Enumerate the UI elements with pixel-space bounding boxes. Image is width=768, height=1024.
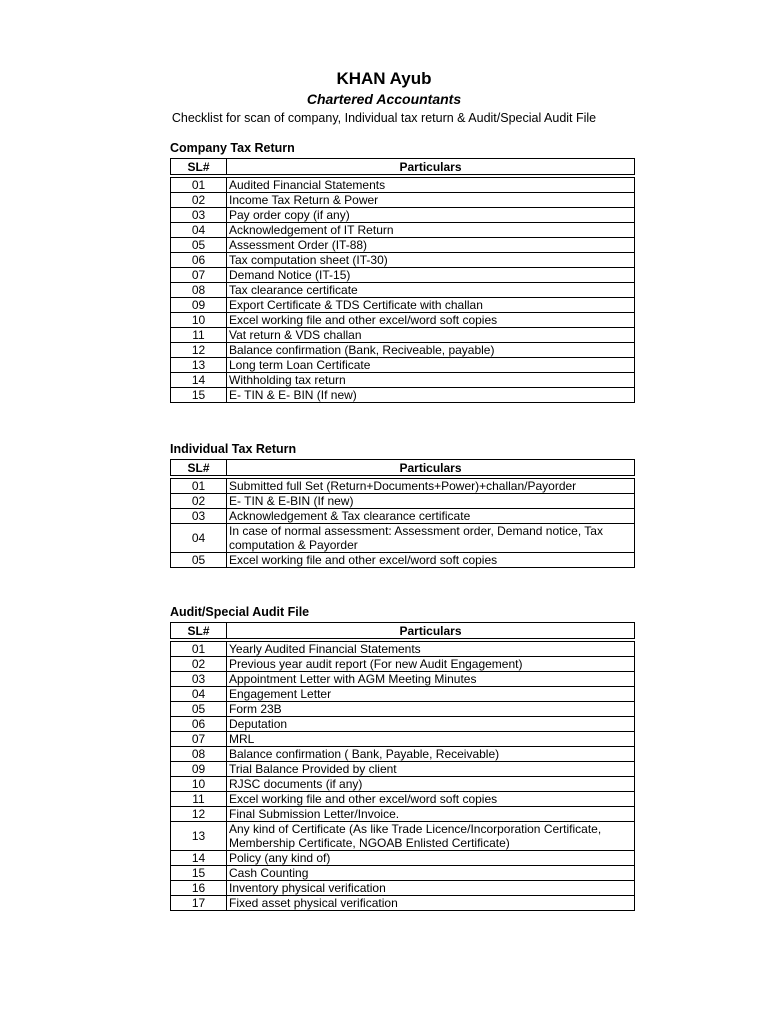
- particulars-cell: Policy (any kind of): [227, 851, 635, 866]
- section-title: Audit/Special Audit File: [170, 605, 310, 619]
- serial-number-cell: 08: [171, 283, 227, 298]
- table-row: [171, 223, 635, 238]
- particulars-cell: In case of normal assessment: Assessment order, Demand notice, Tax computation & Payorder: [227, 524, 635, 553]
- serial-number-cell: 06: [171, 253, 227, 268]
- particulars-cell: Yearly Audited Financial Statements: [227, 642, 635, 657]
- particulars-cell: Inventory physical verification: [227, 881, 635, 896]
- particulars-cell: Submitted full Set (Return+Documents+Power)+challan/Payorder: [227, 479, 635, 494]
- table-row: [171, 657, 635, 672]
- section-individual-tax-return: [170, 439, 635, 568]
- serial-number-cell: 04: [171, 223, 227, 238]
- table-row: [171, 896, 635, 911]
- particulars-cell: Previous year audit report (For new Audit Engagement): [227, 657, 635, 672]
- particulars-cell: Demand Notice (IT-15): [227, 268, 635, 283]
- document-subtitle: Checklist for scan of company, Individual tax return & Audit/Special Audit File: [171, 111, 597, 125]
- table-row: [171, 881, 635, 896]
- particulars-cell: Excel working file and other excel/word soft copies: [227, 553, 635, 568]
- table-row: [171, 313, 635, 328]
- table-row: [171, 283, 635, 298]
- serial-number-cell: 01: [171, 642, 227, 657]
- particulars-cell: Tax clearance certificate: [227, 283, 635, 298]
- table-row: [171, 494, 635, 509]
- table-row: [171, 792, 635, 807]
- serial-number-cell: 11: [171, 328, 227, 343]
- table-row: [171, 672, 635, 687]
- serial-number-cell: 02: [171, 193, 227, 208]
- section-company-tax-return: [170, 138, 635, 403]
- checklist-table: [170, 158, 635, 403]
- table-row: [171, 524, 635, 553]
- table-row: [171, 373, 635, 388]
- particulars-cell: Export Certificate & TDS Certificate with challan: [227, 298, 635, 313]
- table-header-row: [171, 159, 635, 175]
- particulars-cell: Balance confirmation ( Bank, Payable, Receivable): [227, 747, 635, 762]
- table-header-row: [171, 623, 635, 639]
- table-row: [171, 702, 635, 717]
- checklist-table: [170, 622, 635, 911]
- serial-number-cell: 04: [171, 524, 227, 553]
- particulars-cell: RJSC documents (if any): [227, 777, 635, 792]
- section-title: Company Tax Return: [170, 141, 295, 155]
- table-row: [171, 388, 635, 403]
- table-row: [171, 253, 635, 268]
- serial-number-cell: 05: [171, 702, 227, 717]
- table-row: [171, 642, 635, 657]
- table-row: [171, 268, 635, 283]
- table-row: [171, 687, 635, 702]
- serial-number-cell: 17: [171, 896, 227, 911]
- serial-number-cell: 12: [171, 807, 227, 822]
- column-header-particulars: Particulars: [227, 159, 635, 175]
- serial-number-cell: 02: [171, 494, 227, 509]
- table-row: [171, 822, 635, 851]
- table-row: [171, 208, 635, 223]
- serial-number-cell: 15: [171, 388, 227, 403]
- serial-number-cell: 09: [171, 762, 227, 777]
- particulars-cell: Cash Counting: [227, 866, 635, 881]
- particulars-cell: Long term Loan Certificate: [227, 358, 635, 373]
- table-row: [171, 178, 635, 193]
- section-audit-special-audit-file: [170, 602, 635, 911]
- column-header-sl: SL#: [171, 623, 227, 639]
- particulars-cell: Any kind of Certificate (As like Trade Licence/Incorporation Certificate, Membership Certificate, NGOAB Enlisted Certificate): [227, 822, 635, 851]
- serial-number-cell: 03: [171, 509, 227, 524]
- table-header-row: [171, 460, 635, 476]
- checklist-table: [170, 459, 635, 568]
- particulars-cell: Excel working file and other excel/word soft copies: [227, 792, 635, 807]
- serial-number-cell: 01: [171, 479, 227, 494]
- serial-number-cell: 10: [171, 777, 227, 792]
- serial-number-cell: 03: [171, 208, 227, 223]
- serial-number-cell: 05: [171, 238, 227, 253]
- serial-number-cell: 03: [171, 672, 227, 687]
- serial-number-cell: 07: [171, 268, 227, 283]
- table-row: [171, 866, 635, 881]
- table-row: [171, 777, 635, 792]
- firm-subtitle: Chartered Accountants: [306, 91, 462, 107]
- particulars-cell: Balance confirmation (Bank, Reciveable, payable): [227, 343, 635, 358]
- particulars-cell: Income Tax Return & Power: [227, 193, 635, 208]
- document-header: [0, 68, 768, 127]
- particulars-cell: Form 23B: [227, 702, 635, 717]
- table-row: [171, 747, 635, 762]
- table-row: [171, 762, 635, 777]
- particulars-cell: E- TIN & E- BIN (If new): [227, 388, 635, 403]
- particulars-cell: Withholding tax return: [227, 373, 635, 388]
- table-row: [171, 807, 635, 822]
- serial-number-cell: 12: [171, 343, 227, 358]
- column-header-particulars: Particulars: [227, 460, 635, 476]
- serial-number-cell: 01: [171, 178, 227, 193]
- particulars-cell: Acknowledgement of IT Return: [227, 223, 635, 238]
- section-title: Individual Tax Return: [170, 442, 297, 456]
- particulars-cell: Pay order copy (if any): [227, 208, 635, 223]
- particulars-cell: Engagement Letter: [227, 687, 635, 702]
- table-row: [171, 509, 635, 524]
- table-row: [171, 717, 635, 732]
- column-header-sl: SL#: [171, 460, 227, 476]
- table-row: [171, 358, 635, 373]
- serial-number-cell: 13: [171, 358, 227, 373]
- particulars-cell: Tax computation sheet (IT-30): [227, 253, 635, 268]
- table-row: [171, 238, 635, 253]
- serial-number-cell: 09: [171, 298, 227, 313]
- particulars-cell: Excel working file and other excel/word soft copies: [227, 313, 635, 328]
- table-row: [171, 553, 635, 568]
- table-row: [171, 328, 635, 343]
- table-row: [171, 343, 635, 358]
- serial-number-cell: 07: [171, 732, 227, 747]
- serial-number-cell: 05: [171, 553, 227, 568]
- particulars-cell: Trial Balance Provided by client: [227, 762, 635, 777]
- serial-number-cell: 16: [171, 881, 227, 896]
- particulars-cell: Assessment Order (IT-88): [227, 238, 635, 253]
- serial-number-cell: 06: [171, 717, 227, 732]
- column-header-sl: SL#: [171, 159, 227, 175]
- particulars-cell: Fixed asset physical verification: [227, 896, 635, 911]
- serial-number-cell: 13: [171, 822, 227, 851]
- particulars-cell: Audited Financial Statements: [227, 178, 635, 193]
- particulars-cell: Deputation: [227, 717, 635, 732]
- table-row: [171, 851, 635, 866]
- serial-number-cell: 14: [171, 373, 227, 388]
- table-row: [171, 479, 635, 494]
- serial-number-cell: 15: [171, 866, 227, 881]
- table-row: [171, 193, 635, 208]
- particulars-cell: MRL: [227, 732, 635, 747]
- column-header-particulars: Particulars: [227, 623, 635, 639]
- firm-name: KHAN Ayub: [336, 69, 432, 88]
- serial-number-cell: 14: [171, 851, 227, 866]
- serial-number-cell: 08: [171, 747, 227, 762]
- serial-number-cell: 10: [171, 313, 227, 328]
- particulars-cell: Final Submission Letter/Invoice.: [227, 807, 635, 822]
- serial-number-cell: 02: [171, 657, 227, 672]
- table-row: [171, 732, 635, 747]
- particulars-cell: Acknowledgement & Tax clearance certificate: [227, 509, 635, 524]
- particulars-cell: E- TIN & E-BIN (If new): [227, 494, 635, 509]
- particulars-cell: Vat return & VDS challan: [227, 328, 635, 343]
- serial-number-cell: 11: [171, 792, 227, 807]
- table-row: [171, 298, 635, 313]
- particulars-cell: Appointment Letter with AGM Meeting Minutes: [227, 672, 635, 687]
- serial-number-cell: 04: [171, 687, 227, 702]
